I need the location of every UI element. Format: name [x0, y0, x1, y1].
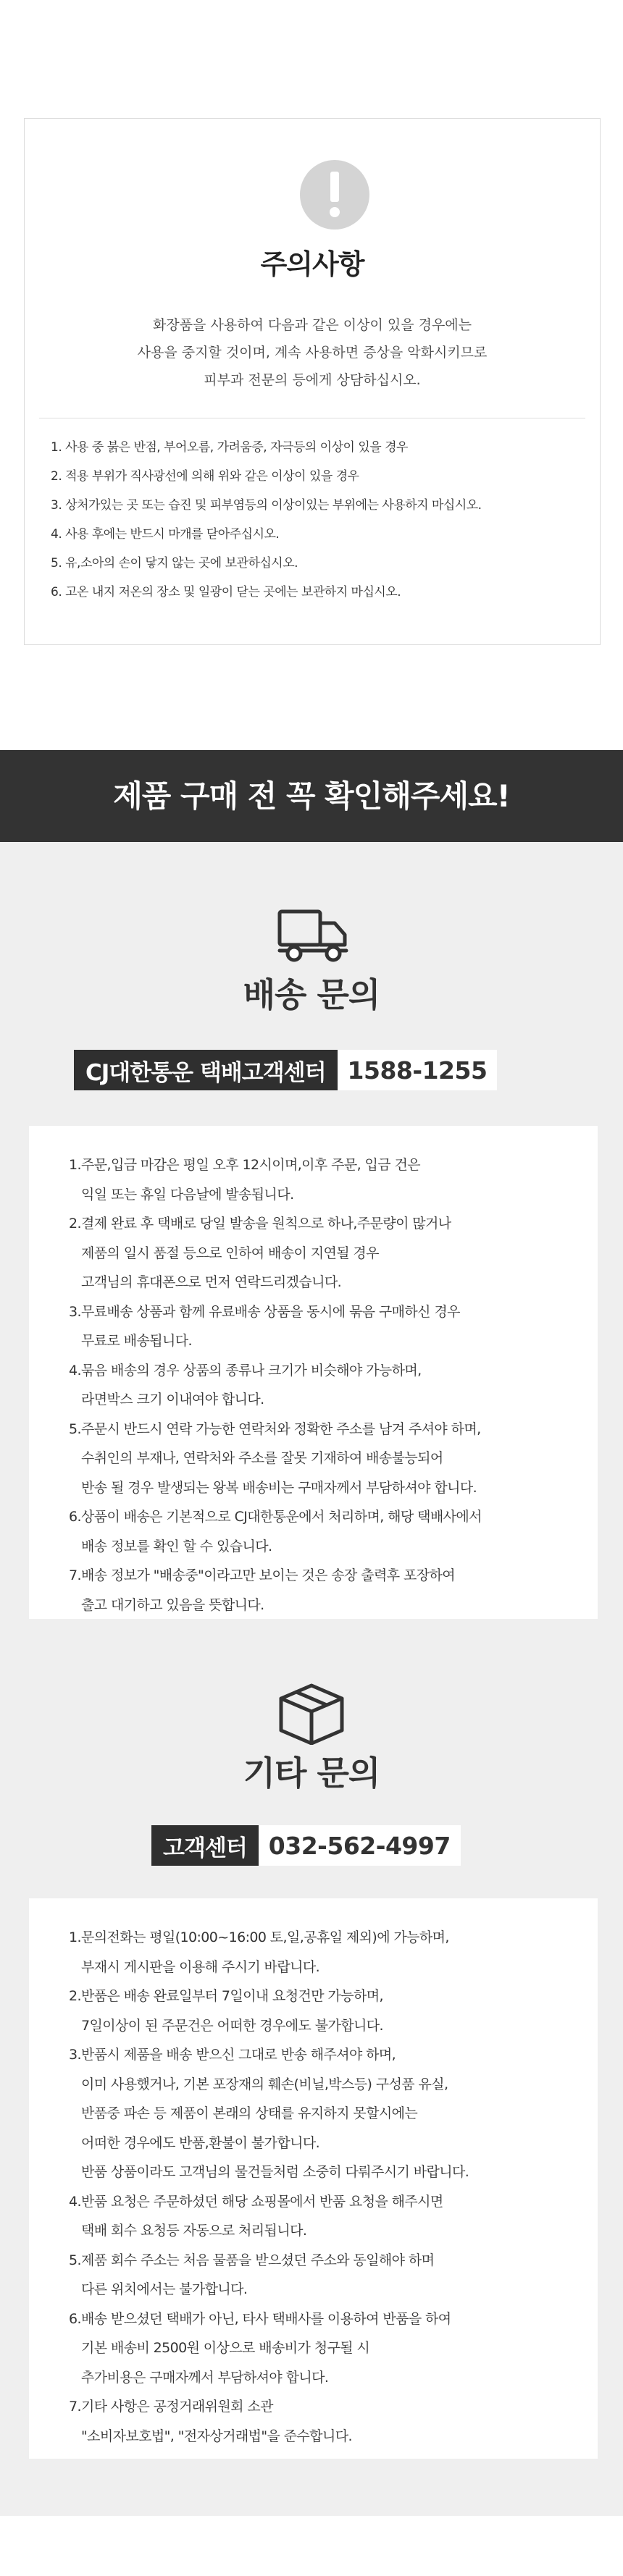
caution-item: 6. 고온 내지 저온의 장소 및 일광이 닫는 곳에는 보관하지 마십시오. [51, 585, 401, 599]
list-item: 4. 묶음 배송의 경우 상품의 종류나 크기가 비슷해야 가능하며, 라면박스 크기 이내여야 합니다. [69, 1362, 422, 1407]
list-item: 6. 배송 받으셨던 택배가 아닌, 타사 택배사를 이용하여 반품을 하여 기본 배송비 2500원 이상으로 배송비가 청구될 시 추가비용은 구매자께서 부담하셔야 합니다. [69, 2310, 451, 2386]
caution-item: 2. 적용 부위가 직사광선에 의해 위와 같은 이상이 있을 경우 [51, 469, 359, 484]
shipping-list [29, 1126, 598, 1620]
list-item: 6. 상품이 배송은 기본적으로 CJ대한통운에서 처리하며, 해당 택배사에서 배송 정보를 확인 할 수 있습니다. [69, 1509, 482, 1554]
exclamation-circle-icon [298, 159, 371, 231]
shipping-info-card [29, 1126, 598, 1619]
list-item: 5. 주문시 반드시 연락 가능한 연락처와 정확한 주소를 남겨 주셔야 하며, 수취인의 부재나, 연락처와 주소를 잘못 기재하여 배송불능되어 반송 될 경우 발생되는 왕복 배송비는 구매자께서 부담하셔야 합니다. [69, 1420, 481, 1496]
other-list [29, 1898, 598, 2451]
caution-title: 주의사항 [260, 248, 364, 280]
notice-banner [0, 750, 623, 842]
caution-box [24, 118, 601, 645]
list-item: 1. 주문,입금 마감은 평일 오후 12시이며,이후 주문, 입금 건은 익일 또는 휴일 다음날에 발송됩니다. [69, 1157, 420, 1203]
list-item: 7. 배송 정보가 "배송중"이라고만 보이는 것은 송장 출력후 포장하여 출고 대기하고 있음을 뜻합니다. [69, 1567, 455, 1613]
shipping-contact-label: CJ대한통운 택배고객센터 [74, 1050, 338, 1090]
list-item: 3. 반품시 제품을 배송 받으신 그대로 반송 해주셔야 하며, 이미 사용했거나, 기본 포장재의 훼손(비닐,박스등) 구성품 유실, 반품중 파손 등 제품이 본래의 상태를 유지하지 못할시에는 어떠한 경우에도 반품,환불이 불가합니다. 반품 상품이라도 고객님의 물건들처럼 소중히 다뤄주시기 바랍니다. [69, 2047, 469, 2180]
caution-item: 3. 상처가있는 곳 또는 습진 및 피부염등의 이상이있는 부위에는 사용하지 마십시오. [51, 498, 482, 513]
caution-intro [25, 311, 600, 394]
list-item: 2. 결제 완료 후 택배로 당일 발송을 원칙으로 하나,주문량이 많거나 제품의 일시 품절 등으로 인하여 배송이 지연될 경우 고객님의 휴대폰으로 먼저 연락드리겠습니다. [69, 1216, 451, 1290]
caution-item: 4. 사용 후에는 반드시 마개를 닫아주십시오. [51, 527, 280, 542]
other-contact [151, 1825, 461, 1866]
caution-intro-line: 피부과 전문의 등에게 상담하십시오. [204, 372, 421, 388]
package-box-icon [277, 1683, 346, 1745]
list-item: 3. 무료배송 상품과 함께 유료배송 상품을 동시에 묶음 구매하신 경우 무료로 배송됩니다. [69, 1303, 460, 1349]
other-info-card [29, 1898, 598, 2459]
shipping-phone[interactable]: 1588-1255 [338, 1050, 498, 1090]
other-contact-label: 고객센터 [151, 1825, 259, 1866]
caution-intro-line: 화장품을 사용하여 다음과 같은 이상이 있을 경우에는 [152, 317, 472, 333]
banner-text: 제품 구매 전 꼭 확인해주세요! [113, 778, 510, 814]
list-item: 7. 기타 사항은 공정거래위원회 소관 "소비자보호법", "전자상거래법"을 준수합니다. [69, 2399, 352, 2444]
other-phone[interactable]: 032-562-4997 [259, 1825, 461, 1866]
shipping-contact [74, 1050, 497, 1090]
list-item: 1. 문의전화는 평일(10:00~16:00 토,일,공휴일 제외)에 가능하며, 부재시 게시판을 이용해 주시기 바랍니다. [69, 1929, 449, 1975]
other-title: 기타 문의 [243, 1754, 380, 1793]
list-item: 2. 반품은 배송 완료일부터 7일이내 요청건만 가능하며, 7일이상이 된 주문건은 어떠한 경우에도 불가합니다. [69, 1988, 383, 2034]
shipping-title: 배송 문의 [243, 975, 380, 1014]
caution-item: 1. 사용 중 붉은 반점, 부어오름, 가려움증, 자극등의 이상이 있을 경우 [51, 440, 408, 455]
delivery-truck-icon [277, 907, 349, 964]
list-item: 4. 반품 요청은 주문하셨던 해당 쇼핑몰에서 반품 요청을 해주시면 택배 회수 요청등 자동으로 처리됩니다. [69, 2193, 443, 2239]
caution-intro-line: 사용을 중지할 것이며, 계속 사용하면 증상을 악화시키므로 [137, 345, 488, 361]
caution-item: 5. 유,소아의 손이 닿지 않는 곳에 보관하십시오. [51, 556, 298, 571]
caution-list [51, 433, 593, 607]
list-item: 5. 제품 회수 주소는 처음 물품을 받으셨던 주소와 동일해야 하며 다른 위치에서는 불가합니다. [69, 2252, 435, 2297]
